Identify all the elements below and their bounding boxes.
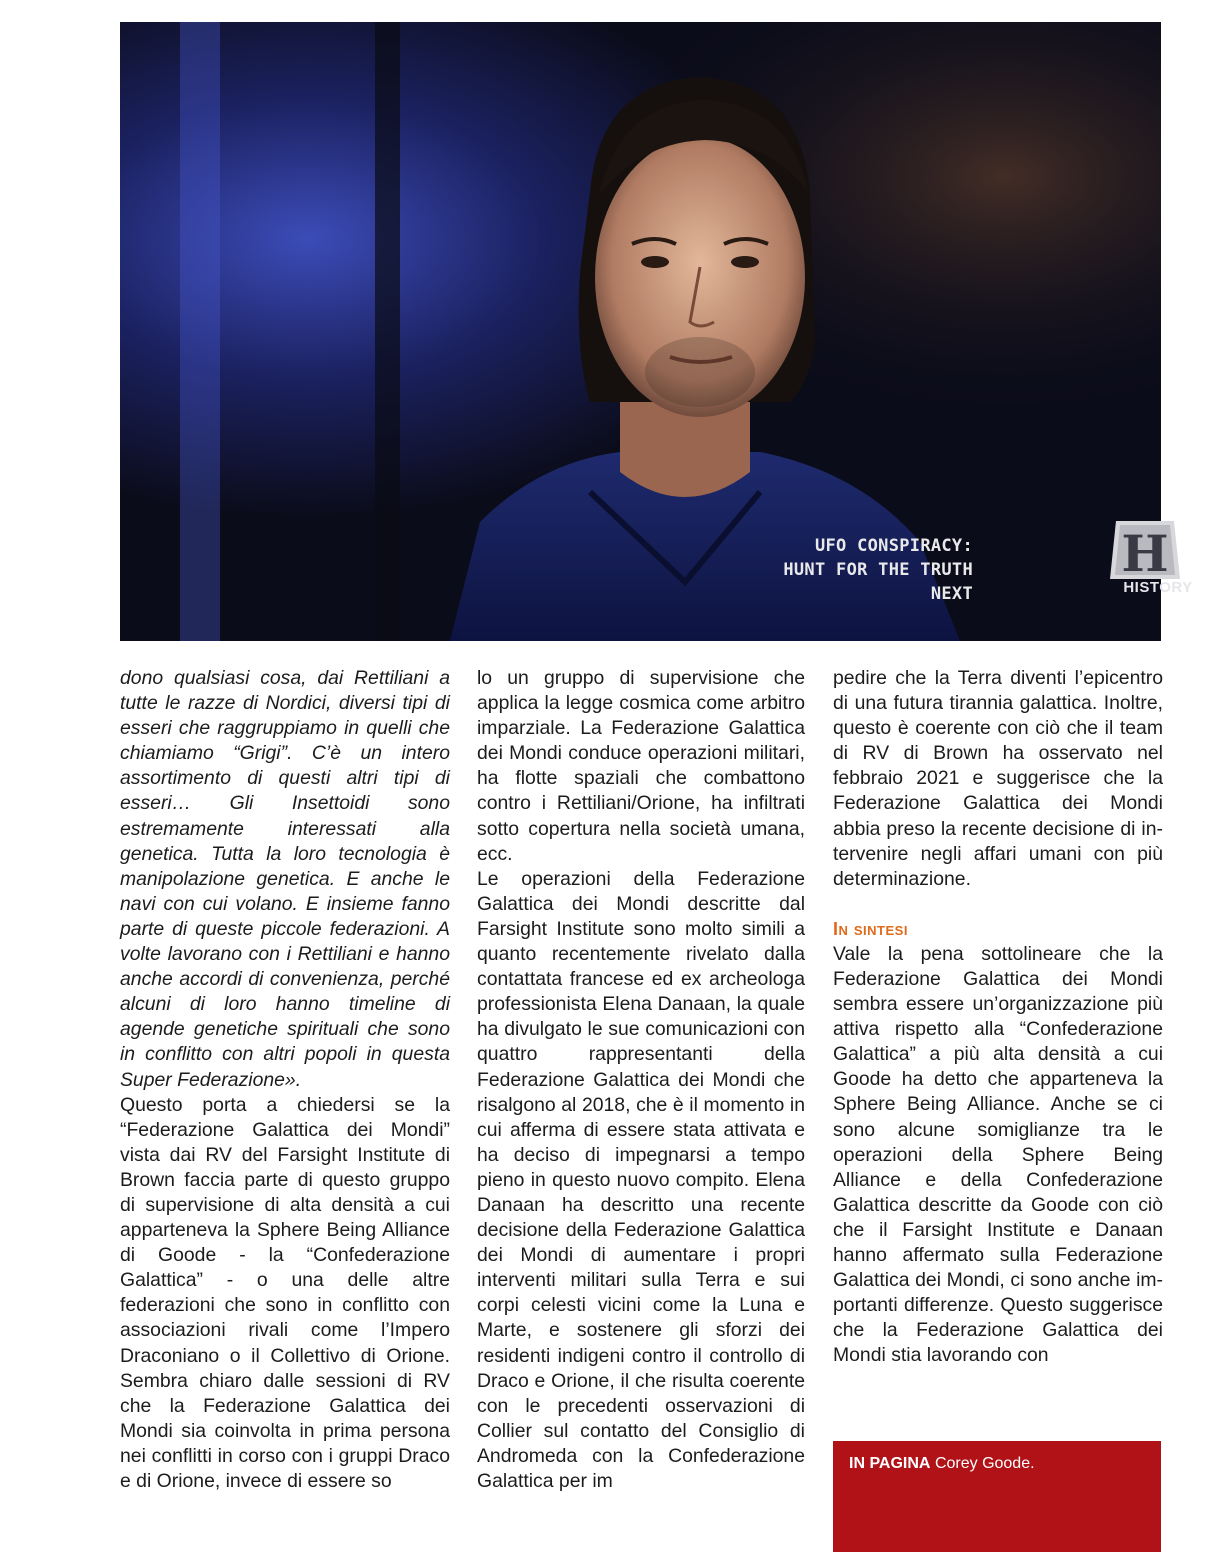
caption-text: Corey Goode. — [934, 1455, 1035, 1472]
history-h-icon — [1110, 519, 1180, 581]
body-paragraph: Questo porta a chiedersi se la “Federazione Galattica dei Mondi” vista dai RV del Farsight Institute di Brown faccia parte di questo gruppo di supervisione di alta densità a cui apparteneva la Sphere Being Alliance di Goode - la “Confederazione Galattica” - o una delle altre federazioni che sono in conflitto con associazioni rivali come l’Impero Draconiano o il Collettivo di Orione. Sembra chiaro dalle sessioni di RV che la Federazione Galattica dei Mondi sia coinvolta in prima persona nei conflitti in corso con i gruppi Draco e di Orione, invece di essere so — [120, 1093, 450, 1492]
column-2 — [477, 666, 805, 1494]
column-3 — [833, 666, 1163, 1368]
body-paragraph: Le operazioni della Federazione Galattica dei Mondi descritte dal Farsight Institute sono molto simili a quanto recentemente rivelato dalla contattata francese ed ex archeologa professionista Elena Danaan, la quale ha divulgato le sue comunicazioni con quattro rappresentanti della Federazione Galattica dei Mondi che risalgono al 2018, che è il momento in cui afferma di essere stata attivata e ha deciso di impegnarsi a tempo pieno in questo nuovo compito. Elena Danaan ha descritto una recente decisione della Federazione Galattica dei Mondi di aumentare i propri interventi militari sulla Terra e sui corpi celesti vicini come la Luna e Marte, e sostenere gli sforzi dei residenti indigeni contro il controllo di Draco e Orione, il che risulta coerente con le precedenti osservazioni di Collier sul contatto del Consiglio di Andromeda con la Confederazione Galattica per im — [477, 867, 805, 1492]
body-paragraph: pedire che la Terra diventi l’epicentro di una futura tirannia galattica. Inoltre, questo è coerente con ciò che il team di RV di Brown ha osservato nel febbraio 2021 e suggerisce che la Federazione Galattica dei Mondi abbia preso la recente decisione di intervenire negli affari umani con più determinazione. — [833, 667, 1163, 890]
caption-label: IN PAGINA — [849, 1455, 931, 1472]
body-paragraph: Vale la pena sottolineare che la Federazione Galattica dei Mondi sembra essere un’organizzazione più attiva rispetto alla “Confederazione Galattica” a più alta densità a cui Goode ha detto che apparteneva la Sphere Being Alliance. Anche se ci sono alcune somiglianze tra le operazioni della Sphere Being Alliance e della Confederazione Galattica descritte da Goode con ciò che il Farsight Institute e Danaan hanno affermato sulla Federazione Galattica dei Mondi, ci sono anche importanti differenze. Questo suggerisce che la Federazione Galattica dei Mondi stia lavorando con — [833, 942, 1163, 1367]
overlay-line-1: UFO CONSPIRACY: — [814, 536, 973, 556]
photo-caption — [833, 1441, 1161, 1552]
quote-paragraph: dono qualsiasi cosa, dai Rettiliani a tutte le razze di Nordici, diversi tipi di esseri che raggruppiamo in quelli che chiamiamo “Grigi”. C’è un intero assortimento di questi altri tipi di esseri… Gli Insettoidi sono estremamente interessati alla genetica. Tutta la loro tecnologia è manipolazione genetica. E anche le navi con cui volano. E insieme fanno parte di queste piccole federazioni. A volte lavorano con i Rettiliani e hanno anche accordi di convenienza, perché alcuni di loro hanno timeline di agende genetiche spirituali che sono in conflitto con altri popoli in questa Super Federazione». — [120, 667, 450, 1091]
portrait-illustration — [120, 22, 1161, 641]
history-logo — [1110, 519, 1206, 596]
broadcast-overlay — [783, 534, 973, 606]
overlay-line-2: HUNT FOR THE TRUTH — [783, 560, 973, 580]
overlay-line-3: NEXT — [930, 584, 973, 604]
article-photo — [120, 22, 1193, 641]
body-paragraph: lo un gruppo di supervisione che applica la legge cosmica come arbitro imparziale. La Federazione Galattica dei Mondi conduce operazioni militari, ha flotte spaziali che combattono contro i Rettiliani/Orione, ha infiltrati sotto copertura nella società umana, ecc. — [477, 667, 805, 865]
section-heading: In sintesi — [833, 918, 908, 939]
logo-label: HISTORY — [1123, 579, 1193, 596]
logo-letter: H — [1121, 524, 1169, 583]
column-1 — [120, 666, 450, 1494]
